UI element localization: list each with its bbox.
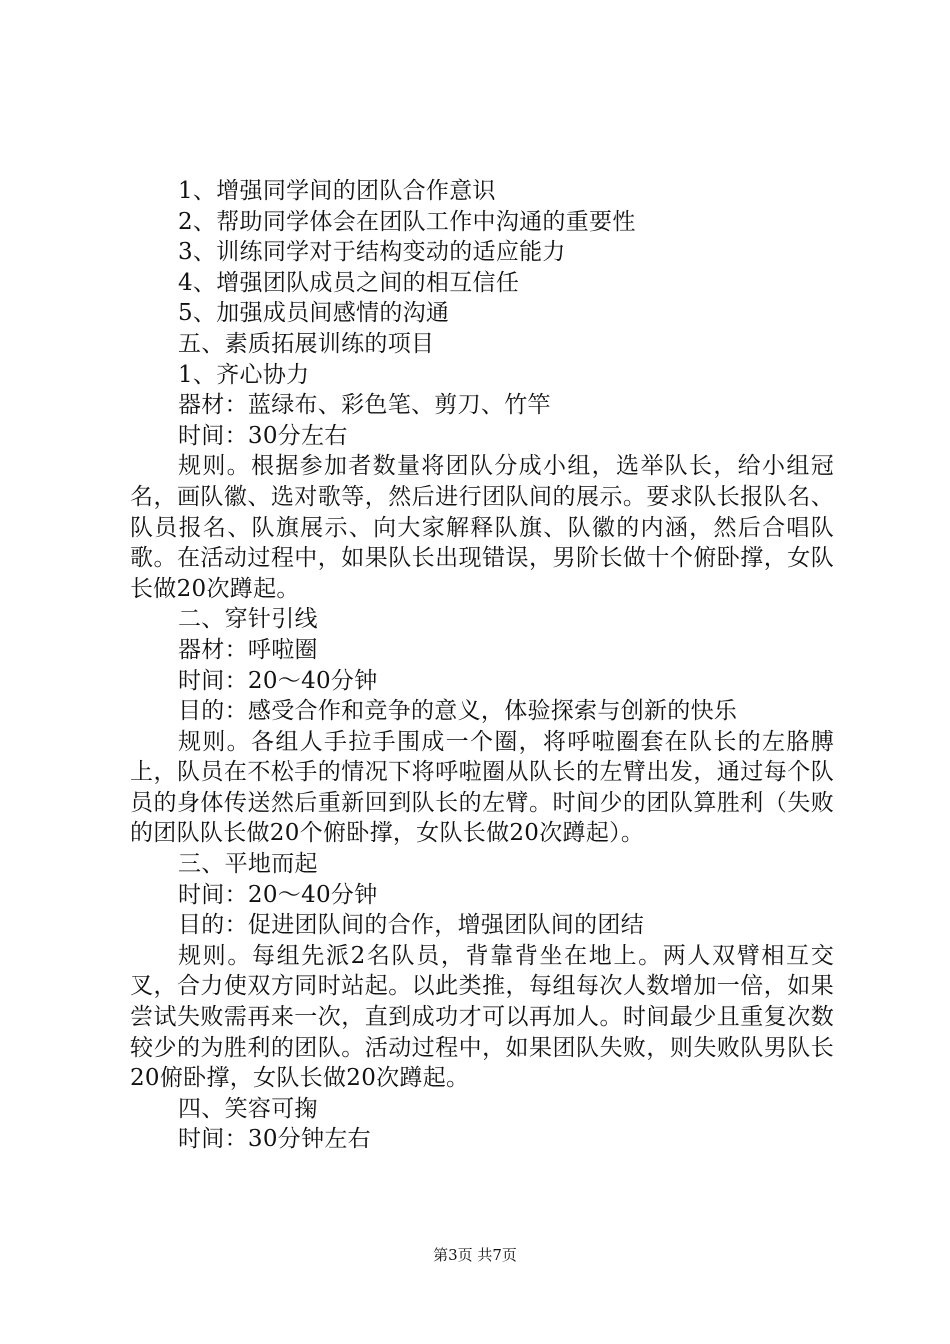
project-3-purpose: 目的：促进团队间的合作，增强团队间的团结 — [178, 912, 644, 939]
goal-5: 5、加强成员间感情的沟通 — [178, 300, 450, 327]
section-title: 五、素质拓展训练的项目 — [178, 330, 435, 357]
project-4-time: 时间：30分钟左右 — [178, 1126, 371, 1153]
project-2-time: 时间：20～40分钟 — [178, 667, 378, 694]
project-1-title: 1、齐心协力 — [178, 361, 310, 388]
project-2-title: 二、穿针引线 — [178, 606, 318, 633]
goal-3: 3、训练同学对于结构变动的适应能力 — [178, 239, 566, 266]
page-number: 第3页 共7页 — [433, 1246, 517, 1264]
project-3-rules: 规则。每组先派2名队员，背靠背坐在地上。两人双臂相互交叉，合力使双方同时站起。以此类推，每组每次人数增加一倍，如果尝试失败需再来一次，直到成功才可以再加人。时间最少且重复次数较少的为胜利的团队。活动过程中，如果团队失败，则失败队男队长20俯卧撑，女队长做20次蹲起。 — [130, 942, 834, 1092]
project-1-rules: 规则。根据参加者数量将团队分成小组，选举队长，给小组冠名，画队徽、选对歌等，然后进行团队间的展示。要求队长报队名、队员报名、队旗展示、向大家解释队旗、队徽的内涵，然后合唱队歌。在活动过程中，如果队长出现错误，男阶长做十个俯卧撑，女队长做20次蹲起。 — [130, 453, 834, 602]
document-body — [130, 176, 834, 1155]
project-3-time: 时间：20～40分钟 — [178, 881, 378, 908]
project-1-time: 时间：30分左右 — [178, 422, 348, 449]
project-2-rules: 规则。各组人手拉手围成一个圈，将呼啦圈套在队长的左胳膊上，队员在不松手的情况下将呼啦圈从队长的左臂出发，通过每个队员的身体传送然后重新回到队长的左臂。时间少的团队算胜利（失败的团队队长做20个俯卧撑，女队长做20次蹲起）。 — [130, 728, 834, 847]
project-4-title: 四、笑容可掬 — [178, 1095, 318, 1122]
project-3-title: 三、平地而起 — [178, 851, 318, 878]
goal-4: 4、增强团队成员之间的相互信任 — [178, 269, 520, 296]
goal-2: 2、帮助同学体会在团队工作中沟通的重要性 — [178, 208, 636, 235]
goal-1: 1、增强同学间的团队合作意识 — [178, 178, 496, 204]
project-2-equipment: 器材：呼啦圈 — [178, 636, 318, 663]
project-2-purpose: 目的：感受合作和竞争的意义，体验探索与创新的快乐 — [178, 698, 738, 725]
project-1-equipment: 器材：蓝绿布、彩色笔、剪刀、竹竿 — [178, 392, 551, 419]
